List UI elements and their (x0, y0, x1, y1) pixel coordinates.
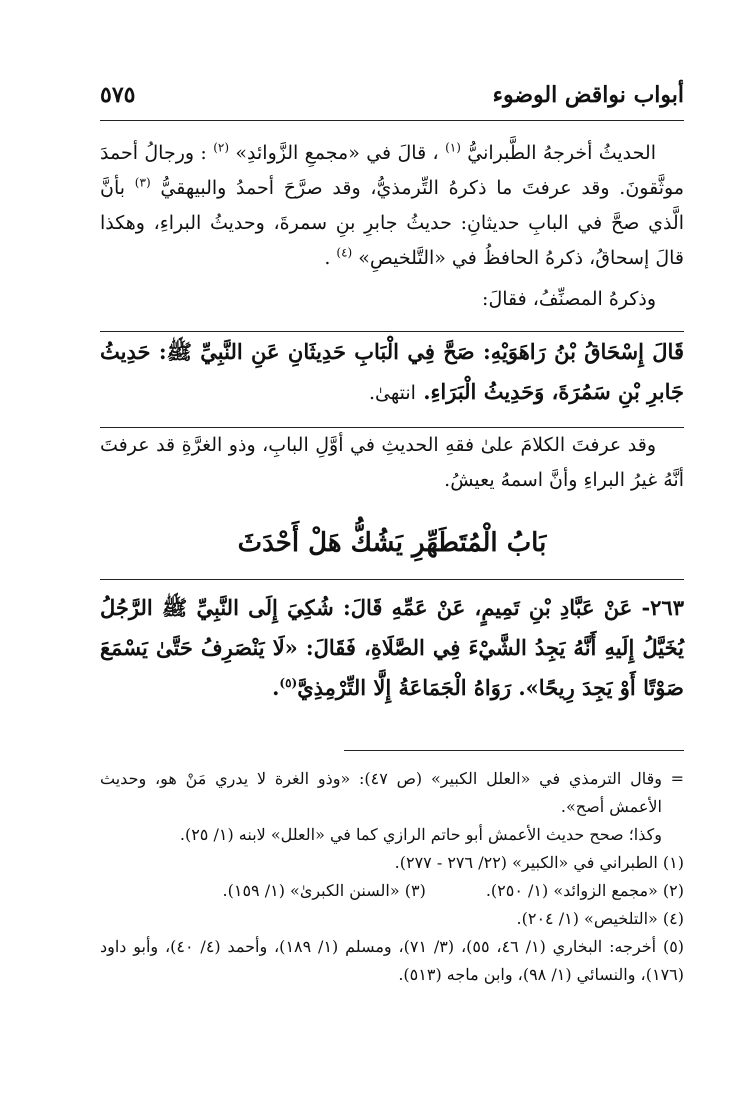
footnote-5: (٥) أخرجه: البخاري (١/ ٤٦، ٥٥)، (٣/ ٧١)، ومسلم (١/ ١٨٩)، وأحمد (٤/ ٤٠)، وأبو داود (١٧٦)، والنسائي (١/ ٩٨)، وابن ماجه (٥١٣). (100, 937, 685, 984)
running-title: أبواب نواقض الوضوء (492, 82, 684, 108)
page-header (100, 80, 684, 121)
footnote-ref-3[interactable]: (٣) (134, 175, 151, 190)
quoted-bold: قَالَ إِسْحَاقُ بْنُ رَاهَوَيْهِ: صَحَّ فِي الْبَابِ حَدِيثَانِ عَنِ النَّبِيِّ ﷺ: حَدِيثُ جَابرِ بْنِ سَمُرَةَ، وَحَدِيثُ الْبَرَاءِ. (100, 339, 684, 404)
page-number: ٥٧٥ (100, 82, 136, 108)
footnote-continued-2: وكذا؛ صحح حديث الأعمش أبو حاتم الرازي كما في «العلل» لابنه (١/ ٢٥). (179, 825, 662, 844)
quoted-text (100, 332, 684, 413)
footnote-4: (٤) «التلخيص» (١/ ٢٠٤). (516, 909, 684, 928)
text-span: : ورجالُ أحمدَ موثَّقونَ. وقد عرفتَ ما ذكرهُ التِّرمذيُّ، وقد صرَّحَ أحمدُ والبيهقيُّ (100, 142, 685, 199)
footnote-ref-2[interactable]: (٢) (213, 140, 230, 155)
text-span: بأنَّ الَّذي صحَّ في البابِ حديثانِ: حديثُ جابرِ بنِ سمرةَ، وحديثُ البراءِ، وهكذا قالَ إسحاقُ، ذكرهُ الحافظُ في «التَّلخيصِ» (100, 177, 684, 269)
footnote-ref-5[interactable]: (٥) (279, 676, 298, 690)
text-span: ، قالَ في «مجمعِ الزَّوائدِ» (235, 142, 439, 164)
footnote-ref-4[interactable]: (٤) (336, 245, 353, 260)
text-span: . (324, 247, 331, 269)
main-text (100, 136, 684, 729)
chapter-title: بَابُ الْمُتَطَهِّرِ يَشُكُّ هَلْ أَحْدَثَ (237, 528, 547, 558)
quoted-tail: انتهىٰ. (368, 382, 416, 404)
text-span: الحديثُ أخرجهُ الطَّبرانيُّ (467, 142, 656, 164)
footnote-1: (١) الطبراني في «الكبير» (٢٢/ ٢٧٦ - ٢٧٧). (394, 853, 684, 872)
footnote-continued (100, 765, 684, 821)
commentary-paragraph-1 (100, 136, 684, 276)
hadith-text (100, 579, 684, 708)
footnote-3: (٣) «السنن الكبرىٰ» (١/ ١٥٩). (222, 881, 426, 900)
footnote-separator (344, 750, 684, 751)
hadith-body: ٢٦٣- عَنْ عَبَّادِ بْنِ تَمِيمٍ، عَنْ عَمِّهِ قَالَ: شُكِيَ إِلَى النَّبِيِّ ﷺ الرَّجُلُ يُخَيَّلُ إِلَيهِ أَنَّهُ يَجِدُ الشَّيْءَ فِي الصَّلَاةِ، فَقَالَ: «لَا يَنْصَرِفُ حَتَّىٰ يَسْمَعَ صَوْتًا أَوْ يَجِدَ رِيحًا». رَوَاهُ الْجَمَاعَةُ إِلَّا التِّرْمِذِيَّ (100, 595, 685, 700)
footnote-row (100, 877, 684, 905)
footnote-ref-1[interactable]: (١) (445, 140, 461, 155)
footnotes (100, 765, 684, 989)
footnote-2: (٢) «مجمع الزوائد» (١/ ٢٥٠). (485, 881, 684, 900)
continuation-mark: = (670, 769, 684, 788)
footnote-text: وقال الترمذي في «العلل الكبير» (ص ٤٧): «وذو الغرة لا يدري مَنْ هو، وحديث الأعمش أصح». (100, 769, 663, 816)
commentary-paragraph-3: وقد عرفتَ الكلامَ علىٰ فقهِ الحديثِ في أوَّلِ البابِ، وذو الغرَّةِ قد عرفتَ أنَّهُ غيرُ البراءِ وأنَّ اسمهُ يعيشُ. (100, 434, 684, 491)
commentary-paragraph-2: وذكرهُ المصنِّفُ، فقالَ: (482, 288, 656, 310)
text-span: . (272, 675, 280, 700)
